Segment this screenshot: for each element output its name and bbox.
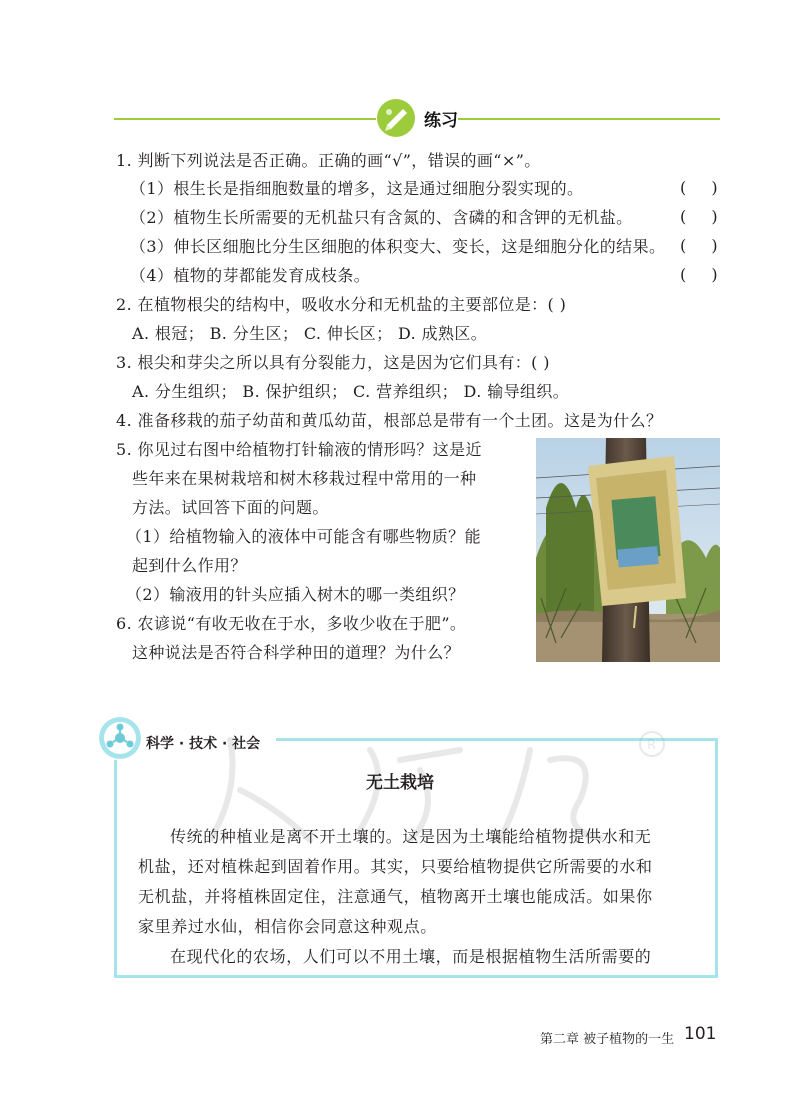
q5-line-3: 方法。试回答下面的问题。 bbox=[132, 498, 329, 517]
q1-answer-blank-4[interactable]: ( ) bbox=[680, 265, 728, 284]
q1-item-4: （4）植物的芽都能发育成枝条。 bbox=[130, 266, 371, 285]
q1-item-1: （1）根生长是指细胞数量的增多，这是通过细胞分裂实现的。 bbox=[130, 179, 584, 198]
q5-line-1: 5. 你见过右图中给植物打针输液的情形吗？这是近 bbox=[116, 440, 482, 459]
exercise-title: 练习 bbox=[424, 111, 458, 131]
tree-infusion-photo bbox=[536, 438, 720, 662]
q1-stem: 1. 判断下列说法是否正确。正确的画“√”，错误的画“×”。 bbox=[116, 151, 541, 170]
q6-line-1: 6. 农谚说“有收无收在于水，多收少收在于肥”。 bbox=[116, 614, 467, 633]
pencil-badge-icon bbox=[376, 98, 416, 138]
header-rule-left bbox=[114, 118, 376, 120]
header-rule-right bbox=[458, 118, 720, 120]
q3-stem: 3. 根尖和芽尖之所以具有分裂能力，这是因为它们具有：( ) bbox=[116, 353, 550, 372]
q5-sub-1-cont: 起到什么作用？ bbox=[132, 556, 247, 575]
q5-line-2: 些年来在果树栽培和树木移栽过程中常用的一种 bbox=[132, 469, 477, 488]
q1-answer-blank-2[interactable]: ( ) bbox=[680, 207, 728, 226]
q5-sub-1: （1）给植物输入的液体中可能含有哪些物质？能 bbox=[126, 527, 481, 546]
q3-options: A. 分生组织； B. 保护组织； C. 营养组织； D. 输导组织。 bbox=[132, 382, 570, 401]
sts-paragraph-line-5: 在现代化的农场，人们可以不用土壤，而是根据植物生活所需要的 bbox=[170, 947, 652, 966]
q5-sub-2: （2）输液用的针头应插入树木的哪一类组织？ bbox=[126, 585, 465, 604]
page-number: 101 bbox=[684, 1024, 717, 1044]
sts-section-label: 科学 · 技术 · 社会 bbox=[146, 736, 261, 752]
molecule-badge-icon bbox=[98, 716, 142, 760]
chapter-footer: 第二章 被子植物的一生 bbox=[540, 1032, 675, 1047]
q1-item-2: （2）植物生长所需要的无机盐只有含氮的、含磷的和含钾的无机盐。 bbox=[130, 208, 633, 227]
sts-paragraph-line-3: 无机盐，并将植株固定住，注意通气，植物离开土壤也能成活。如果你 bbox=[138, 887, 653, 906]
sts-article-title: 无土栽培 bbox=[366, 773, 434, 793]
q2-options: A. 根冠； B. 分生区； C. 伸长区； D. 成熟区。 bbox=[132, 324, 488, 343]
q1-item-3: （3）伸长区细胞比分生区细胞的体积变大、变长，这是细胞分化的结果。 bbox=[130, 237, 666, 256]
sts-paragraph-line-1: 传统的种植业是离不开土壤的。这是因为土壤能给植物提供水和无 bbox=[170, 827, 652, 846]
q1-answer-blank-1[interactable]: ( ) bbox=[680, 178, 728, 197]
q6-line-2: 这种说法是否符合科学种田的道理？为什么？ bbox=[132, 643, 461, 662]
q4-text: 4. 准备移栽的茄子幼苗和黄瓜幼苗，根部总是带有一个土团。这是为什么？ bbox=[116, 411, 663, 430]
sts-paragraph-line-4: 家里养过水仙，相信你会同意这种观点。 bbox=[138, 917, 437, 936]
q1-answer-blank-3[interactable]: ( ) bbox=[680, 236, 728, 255]
q2-stem: 2. 在植物根尖的结构中，吸收水分和无机盐的主要部位是：( ) bbox=[116, 295, 567, 314]
svg-text:R: R bbox=[647, 738, 657, 753]
sts-paragraph-line-2: 机盐，还对植株起到固着作用。其实，只要给植物提供它所需要的水和 bbox=[138, 857, 653, 876]
